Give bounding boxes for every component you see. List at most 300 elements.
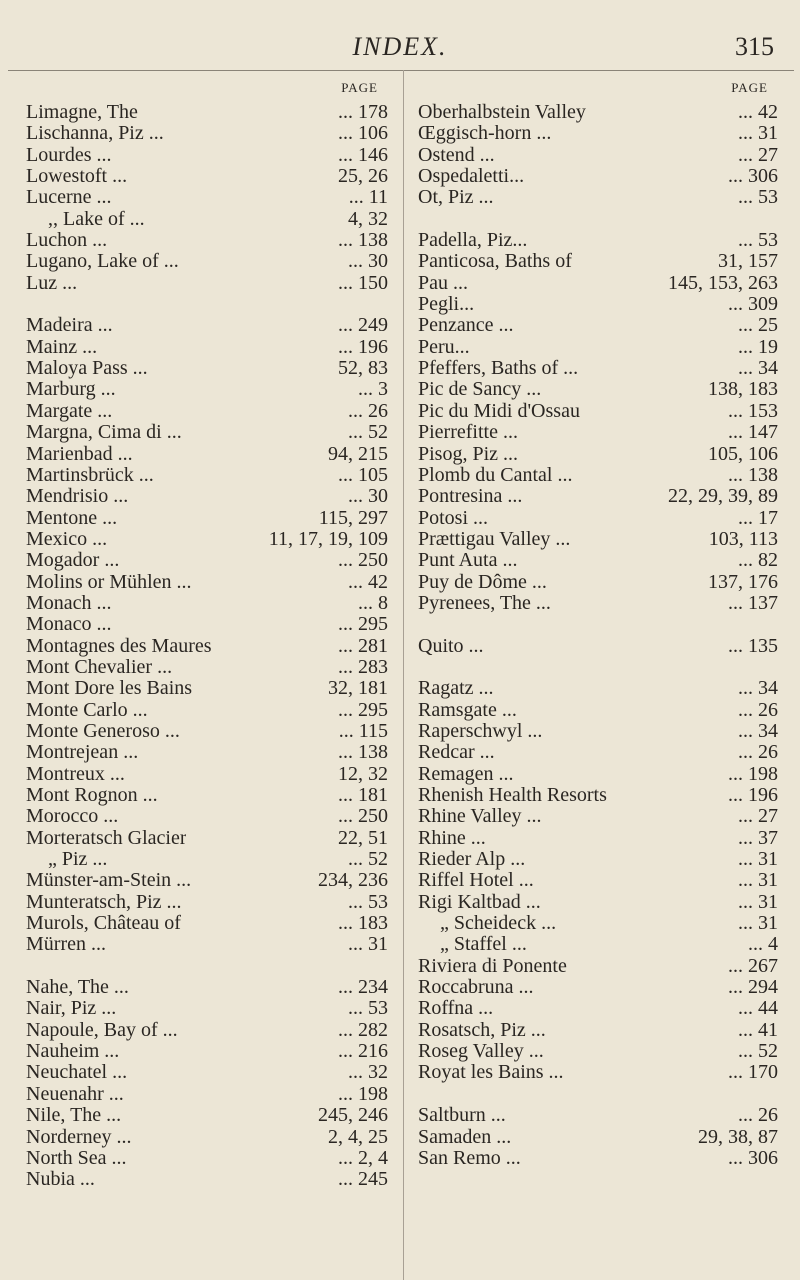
entry-name: Œggisch-horn ... <box>418 123 552 145</box>
entry-name: Pisog, Piz ... <box>418 443 519 465</box>
group-gap <box>418 209 778 230</box>
entry-pages: ... 281 <box>338 634 388 657</box>
index-entry <box>418 1148 778 1169</box>
index-entry <box>26 998 388 1019</box>
entry-pages: ... 309 <box>728 293 778 316</box>
entry-name: Royat les Bains ... <box>418 1062 564 1084</box>
index-entry <box>418 550 778 571</box>
entry-pages: ... 53 <box>348 997 388 1020</box>
entry-pages: ... 8 <box>358 591 388 614</box>
entry-pages: ... 31 <box>738 122 778 145</box>
index-entry <box>418 529 778 550</box>
entry-pages: ... 34 <box>738 719 778 742</box>
index-entry <box>418 913 778 934</box>
entry-name: Neuenahr ... <box>26 1083 124 1105</box>
index-entry <box>418 315 778 336</box>
entry-pages: 234, 236 <box>318 869 388 892</box>
entry-pages: ... 106 <box>338 122 388 145</box>
index-entry <box>418 145 778 166</box>
entry-name: Ostend ... <box>418 144 495 166</box>
entry-pages: ... 137 <box>728 591 778 614</box>
entry-name: Mendrisio ... <box>26 486 129 508</box>
index-entry <box>418 742 778 763</box>
entry-name: Lischanna, Piz ... <box>26 123 164 145</box>
entry-name: Ot, Piz ... <box>418 187 494 209</box>
entry-name: „ Staffel ... <box>440 934 527 956</box>
entry-pages: ... 42 <box>738 101 778 123</box>
index-entry <box>418 934 778 955</box>
index-entry <box>26 977 388 998</box>
entry-name: Lowestoft ... <box>26 166 128 188</box>
entry-name: Monaco ... <box>26 614 112 636</box>
entry-name: „ Piz ... <box>48 849 108 871</box>
entry-name: Montagnes des Maures <box>26 635 212 657</box>
index-entry <box>26 251 388 272</box>
entry-pages: ... 283 <box>338 655 388 678</box>
index-entry <box>26 1105 388 1126</box>
entry-name: Ragatz ... <box>418 678 494 700</box>
entry-name: ,, Lake of ... <box>48 208 145 230</box>
group-gap <box>418 614 778 635</box>
index-entry <box>418 251 778 272</box>
entry-pages: ... 26 <box>348 399 388 422</box>
entry-pages: 32, 181 <box>328 677 388 700</box>
entry-name: Puy de Dôme ... <box>418 571 547 593</box>
index-entry <box>418 764 778 785</box>
entry-name: Rieder Alp ... <box>418 849 526 871</box>
index-column-right <box>418 80 778 1169</box>
header-rule <box>8 70 794 71</box>
index-entry <box>26 465 388 486</box>
entry-pages: ... 147 <box>728 421 778 444</box>
index-entry <box>26 102 388 123</box>
index-entry <box>418 721 778 742</box>
index-entry <box>26 657 388 678</box>
entry-name: Riffel Hotel ... <box>418 870 534 892</box>
entry-name: Marienbad ... <box>26 443 133 465</box>
entry-name: Ospedaletti... <box>418 166 525 188</box>
index-entry <box>26 678 388 699</box>
index-entry <box>418 1020 778 1041</box>
entry-pages: ... 26 <box>738 741 778 764</box>
index-entry <box>26 934 388 955</box>
entry-pages: 115, 297 <box>318 506 388 529</box>
entry-pages: ... 196 <box>728 784 778 806</box>
entry-name: Mogador ... <box>26 550 120 572</box>
index-entry <box>418 508 778 529</box>
entry-pages: ... 41 <box>738 1018 778 1041</box>
entry-pages: 12, 32 <box>338 762 388 785</box>
entry-name: Monte Generoso ... <box>26 720 180 742</box>
index-entry <box>418 700 778 721</box>
entry-name: Pfeffers, Baths of ... <box>418 358 579 380</box>
index-entry <box>26 785 388 806</box>
index-entry <box>418 870 778 891</box>
entry-pages: ... 245 <box>338 1168 388 1191</box>
index-entry <box>26 849 388 870</box>
entry-name: Saltburn ... <box>418 1105 506 1127</box>
group-gap <box>26 956 388 977</box>
entry-name: Rhine Valley ... <box>418 806 542 828</box>
entry-name: Munteratsch, Piz ... <box>26 891 182 913</box>
entry-pages: ... 234 <box>338 976 388 999</box>
entry-pages: ... 170 <box>728 1061 778 1084</box>
index-entry <box>26 870 388 891</box>
index-entry <box>26 187 388 208</box>
index-entry <box>418 230 778 251</box>
entry-name: Raperschwyl ... <box>418 720 543 742</box>
entry-pages: ... 34 <box>738 357 778 380</box>
index-column-left <box>26 80 388 1191</box>
entry-pages: 103, 113 <box>708 527 778 550</box>
index-entry <box>418 401 778 422</box>
entry-name: Mont Rognon ... <box>26 785 158 806</box>
index-entry <box>418 806 778 827</box>
entry-name: Mexico ... <box>26 528 108 550</box>
entry-name: Oberhalbstein Valley <box>418 102 586 123</box>
index-entry <box>418 379 778 400</box>
entry-pages: 2, 4, 25 <box>328 1125 388 1148</box>
index-entry <box>26 379 388 400</box>
entry-pages: ... 181 <box>338 784 388 806</box>
entry-name: Quito ... <box>418 635 484 657</box>
entry-pages: ... 31 <box>738 869 778 892</box>
index-entry <box>418 187 778 208</box>
entry-name: Montreux ... <box>26 763 125 785</box>
index-entry <box>26 486 388 507</box>
entry-pages: ... 105 <box>338 463 388 486</box>
index-entry <box>26 123 388 144</box>
index-entry <box>26 1127 388 1148</box>
page-header <box>0 0 800 70</box>
entry-pages: ... 52 <box>348 421 388 444</box>
entry-name: Maloya Pass ... <box>26 358 148 380</box>
entry-name: Pegli... <box>418 294 475 316</box>
entry-name: Potosi ... <box>418 507 489 529</box>
index-entry <box>418 977 778 998</box>
entry-pages: ... 27 <box>738 805 778 828</box>
index-entry <box>26 700 388 721</box>
entry-pages: ... 250 <box>338 549 388 572</box>
index-entry <box>418 294 778 315</box>
entry-pages: ... 31 <box>348 933 388 956</box>
entry-name: Mont Chevalier ... <box>26 656 173 678</box>
entry-name: Limagne, The <box>26 102 138 123</box>
entry-name: Pic de Sancy ... <box>418 379 542 401</box>
entry-pages: ... 196 <box>338 335 388 358</box>
index-entry <box>26 1020 388 1041</box>
index-entry <box>26 444 388 465</box>
entry-pages: ... 3 <box>358 378 388 401</box>
entry-pages: ... 153 <box>728 399 778 422</box>
index-entry <box>418 486 778 507</box>
entry-pages: ... 44 <box>738 997 778 1020</box>
index-entry <box>26 1041 388 1062</box>
index-entry <box>418 273 778 294</box>
entry-name: Madeira ... <box>26 315 113 337</box>
entry-name: „ Scheideck ... <box>440 913 557 935</box>
index-entry <box>418 444 778 465</box>
entry-name: Mürren ... <box>26 934 106 956</box>
entry-name: Lugano, Lake of ... <box>26 251 179 273</box>
index-entry <box>26 273 388 294</box>
entry-name: Panticosa, Baths of <box>418 251 572 273</box>
entry-pages: ... 138 <box>338 741 388 764</box>
index-entry <box>26 209 388 230</box>
entry-name: Lourdes ... <box>26 144 112 166</box>
entry-pages: ... 26 <box>738 1104 778 1127</box>
entry-pages: ... 31 <box>738 848 778 871</box>
entry-name: Roffna ... <box>418 998 494 1020</box>
index-entry <box>26 892 388 913</box>
entry-pages: ... 306 <box>728 165 778 188</box>
entry-name: Luz ... <box>26 272 78 294</box>
index-entry <box>418 636 778 657</box>
index-entry <box>418 998 778 1019</box>
entry-pages: ... 52 <box>738 1040 778 1063</box>
index-entry <box>418 785 778 806</box>
entry-pages: ... 178 <box>338 101 388 123</box>
entry-pages: ... 198 <box>338 1082 388 1105</box>
index-entry <box>26 401 388 422</box>
entry-pages: 52, 83 <box>338 357 388 380</box>
entry-pages: ... 53 <box>738 229 778 252</box>
index-entry <box>26 721 388 742</box>
entry-name: Rhenish Health Resorts <box>418 785 607 806</box>
entry-name: Nair, Piz ... <box>26 998 117 1020</box>
entry-name: Rigi Kaltbad ... <box>418 891 541 913</box>
entry-name: Mentone ... <box>26 507 118 529</box>
entry-name: Pontresina ... <box>418 486 523 508</box>
entry-pages: 11, 17, 19, 109 <box>268 527 388 550</box>
entry-name: Neuchatel ... <box>26 1062 128 1084</box>
index-entry <box>418 1105 778 1126</box>
entry-pages: ... 52 <box>348 848 388 871</box>
index-entry <box>418 358 778 379</box>
entry-pages: ... 282 <box>338 1018 388 1041</box>
entry-pages: ... 294 <box>728 976 778 999</box>
index-entry <box>26 230 388 251</box>
entry-pages: 22, 29, 39, 89 <box>668 485 778 508</box>
entry-pages: 245, 246 <box>318 1104 388 1127</box>
entry-pages: ... 11 <box>348 186 388 209</box>
column-page-label: PAGE <box>731 80 768 95</box>
entry-name: Redcar ... <box>418 742 495 764</box>
entry-name: Rhine ... <box>418 827 486 849</box>
entry-pages: ... 27 <box>738 143 778 166</box>
index-entry <box>26 742 388 763</box>
index-entries <box>26 102 388 1191</box>
entry-name: Molins or Mühlen ... <box>26 571 192 593</box>
entry-name: Mont Dore les Bains <box>26 678 193 700</box>
group-gap <box>26 294 388 315</box>
entry-pages: ... 53 <box>348 890 388 913</box>
index-entry <box>418 678 778 699</box>
index-entry <box>26 806 388 827</box>
index-entry <box>418 123 778 144</box>
page-number: 315 <box>735 32 774 61</box>
index-entry <box>418 572 778 593</box>
group-gap <box>418 1084 778 1105</box>
entry-pages: ... 249 <box>338 314 388 337</box>
entry-pages: ... 82 <box>738 549 778 572</box>
index-entry <box>418 1127 778 1148</box>
index-entry <box>26 1084 388 1105</box>
entry-pages: ... 267 <box>728 954 778 977</box>
entry-name: Napoule, Bay of ... <box>26 1019 178 1041</box>
entry-name: Luchon ... <box>26 230 108 252</box>
entry-name: Münster-am-Stein ... <box>26 870 192 892</box>
entry-pages: ... 138 <box>728 463 778 486</box>
entry-name: Padella, Piz... <box>418 230 528 252</box>
index-entry <box>26 422 388 443</box>
entry-pages: ... 115 <box>338 719 388 742</box>
entry-pages: 94, 215 <box>328 442 388 465</box>
entry-name: Penzance ... <box>418 315 514 337</box>
index-entry <box>26 636 388 657</box>
entry-name: Pic du Midi d'Ossau <box>418 400 580 422</box>
entry-name: Peru... <box>418 336 470 358</box>
column-divider <box>403 70 404 1280</box>
entry-name: Lucerne ... <box>26 187 112 209</box>
entry-name: San Remo ... <box>418 1147 521 1169</box>
index-entry <box>26 550 388 571</box>
entry-pages: ... 19 <box>738 335 778 358</box>
entry-pages: ... 30 <box>348 485 388 508</box>
index-entry <box>418 465 778 486</box>
entry-name: Nubia ... <box>26 1169 95 1191</box>
entry-pages: ... 32 <box>348 1061 388 1084</box>
index-entry <box>26 337 388 358</box>
entry-name: Riviera di Ponente <box>418 955 567 977</box>
entry-name: Marburg ... <box>26 379 116 401</box>
index-entry <box>418 593 778 614</box>
entry-pages: ... 2, 4 <box>338 1146 388 1169</box>
entry-pages: 31, 157 <box>718 250 778 273</box>
entry-name: Rosatsch, Piz ... <box>418 1019 546 1041</box>
entry-pages: ... 250 <box>338 805 388 828</box>
entry-pages: ... 183 <box>338 912 388 935</box>
index-entry <box>26 358 388 379</box>
entry-pages: ... 146 <box>338 143 388 166</box>
entry-pages: 145, 153, 263 <box>668 271 778 294</box>
index-entry <box>418 828 778 849</box>
entry-pages: ... 25 <box>738 314 778 337</box>
index-entry <box>26 145 388 166</box>
entry-name: Nile, The ... <box>26 1105 122 1127</box>
entry-name: Margna, Cima di ... <box>26 422 182 444</box>
entry-name: Prættigau Valley ... <box>418 528 571 550</box>
entry-pages: ... 53 <box>738 186 778 209</box>
entry-pages: ... 306 <box>728 1146 778 1169</box>
index-entry <box>26 529 388 550</box>
entry-name: Morteratsch Glacier <box>26 827 187 849</box>
entry-name: Nahe, The ... <box>26 977 129 999</box>
entry-name: Margate ... <box>26 400 113 422</box>
entry-pages: ... 31 <box>738 912 778 935</box>
entry-name: Martinsbrück ... <box>26 464 154 486</box>
entry-pages: 105, 106 <box>708 442 778 465</box>
index-entry <box>418 892 778 913</box>
index-entry <box>418 102 778 123</box>
index-entry <box>26 315 388 336</box>
entry-pages: ... 37 <box>738 826 778 849</box>
index-entry <box>418 1041 778 1062</box>
entry-pages: 138, 183 <box>708 378 778 401</box>
entry-name: Pau ... <box>418 272 468 294</box>
entry-name: Punt Auta ... <box>418 550 518 572</box>
entry-name: North Sea ... <box>26 1147 127 1169</box>
index-entry <box>26 166 388 187</box>
index-entry <box>26 1169 388 1190</box>
entry-name: Mainz ... <box>26 336 98 358</box>
entry-pages: ... 26 <box>738 698 778 721</box>
entry-name: Montrejean ... <box>26 742 139 764</box>
column-page-label: PAGE <box>341 80 378 95</box>
entry-pages: ... 295 <box>338 698 388 721</box>
index-entry <box>26 1148 388 1169</box>
entry-name: Morocco ... <box>26 806 119 828</box>
entry-pages: 25, 26 <box>338 165 388 188</box>
index-entry <box>26 508 388 529</box>
entry-pages: 137, 176 <box>708 570 778 593</box>
entry-name: Norderney ... <box>26 1126 132 1148</box>
entry-name: Pierrefitte ... <box>418 422 518 444</box>
entry-name: Monach ... <box>26 592 112 614</box>
index-entry <box>26 764 388 785</box>
entry-name: Ramsgate ... <box>418 699 517 721</box>
entry-pages: ... 30 <box>348 250 388 273</box>
entry-name: Roccabruna ... <box>418 977 534 999</box>
index-entry <box>418 956 778 977</box>
entry-pages: ... 150 <box>338 271 388 294</box>
index-entry <box>26 572 388 593</box>
index-entry <box>418 422 778 443</box>
index-entry <box>418 849 778 870</box>
entry-pages: ... 138 <box>338 229 388 252</box>
entry-pages: ... 31 <box>738 890 778 913</box>
entry-name: Nauheim ... <box>26 1041 120 1063</box>
entry-pages: ... 17 <box>738 506 778 529</box>
entry-name: Samaden ... <box>418 1126 512 1148</box>
index-entry <box>418 1062 778 1083</box>
index-entry <box>26 913 388 934</box>
index-entry <box>418 337 778 358</box>
entry-pages: 29, 38, 87 <box>698 1125 778 1148</box>
entry-name: Pyrenees, The ... <box>418 592 551 614</box>
index-entries <box>418 102 778 1169</box>
entry-pages: ... 295 <box>338 613 388 636</box>
page-title: INDEX. <box>352 32 448 61</box>
entry-name: Remagen ... <box>418 763 514 785</box>
entry-pages: ... 135 <box>728 634 778 657</box>
entry-pages: 22, 51 <box>338 826 388 849</box>
entry-name: Roseg Valley ... <box>418 1041 544 1063</box>
group-gap <box>418 657 778 678</box>
entry-pages: ... 198 <box>728 762 778 785</box>
index-entry <box>418 166 778 187</box>
entry-pages: ... 34 <box>738 677 778 700</box>
entry-pages: ... 4 <box>748 933 778 956</box>
entry-pages: ... 42 <box>348 570 388 593</box>
entry-name: Plomb du Cantal ... <box>418 464 573 486</box>
index-entry <box>26 614 388 635</box>
index-entry <box>26 593 388 614</box>
entry-pages: ... 216 <box>338 1040 388 1063</box>
index-entry <box>26 828 388 849</box>
entry-pages: 4, 32 <box>348 207 388 230</box>
entry-name: Monte Carlo ... <box>26 699 148 721</box>
